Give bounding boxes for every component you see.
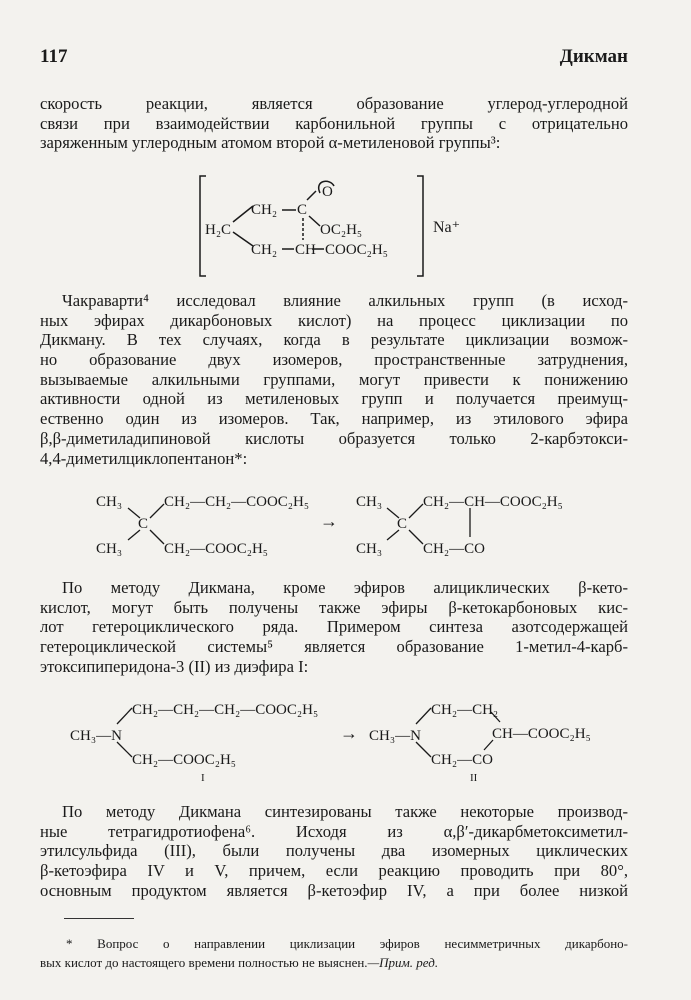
bond-line: [387, 508, 399, 518]
left-bracket: [200, 176, 206, 276]
page-header: [40, 46, 628, 76]
bond-line: [416, 708, 431, 724]
cooc2h5-label: COOC₂H₅: [325, 242, 388, 258]
paragraph-3: [40, 578, 628, 676]
ch3-label: CH₃: [96, 541, 123, 557]
carbonyl-oxygen: O: [322, 184, 333, 200]
ch3n-label: CH₃—N: [369, 728, 421, 744]
bond-line: [387, 530, 399, 540]
quaternary-carbon: C: [397, 516, 408, 532]
page-number: 117: [40, 46, 68, 67]
text-line: этоксипиперидона-3 (II) из диэфира I:: [40, 656, 309, 676]
chain-label: CH₂—CH₂: [431, 702, 499, 718]
running-title: Дикман: [559, 46, 628, 67]
paragraph-4: [40, 802, 628, 900]
electron-arrow: [319, 181, 334, 193]
ch3-label: CH₃: [96, 494, 123, 510]
reaction-arrow: →: [320, 511, 338, 531]
chain-label: CH₂—CO: [431, 752, 493, 768]
text-line: связи при взаимодействии карбонильной группы с отрицательно: [40, 113, 628, 133]
text-line: β-кетоэфира IV и V, причем, если реакцию проводить при 80°,: [40, 861, 628, 881]
text-line: Чакраварти⁴ исследовал влияние алкильных групп (в исход-: [62, 291, 628, 310]
text-line: лот гетероциклического ряда. Примером синтеза азотсодержащей: [40, 617, 628, 637]
bond-line: [117, 708, 132, 724]
bond-line: [309, 216, 320, 226]
bond-line: [150, 504, 164, 518]
ch2-label: CH₂: [251, 242, 278, 258]
ch3n-label: CH₃—N: [70, 728, 122, 744]
bond-line: [128, 530, 140, 540]
paragraph-2: [40, 291, 628, 468]
chain-label: CH₂—COOC₂H₅: [164, 541, 269, 557]
footnote-text: вых кислот до настоящего времени полностью не выяснен.: [40, 955, 368, 970]
right-bracket: [417, 176, 423, 276]
text-line: вызываемые алкильными группами, могут привести к понижению: [40, 369, 628, 389]
bond-line: [307, 191, 316, 200]
footnote-divider: [64, 918, 134, 919]
compound-label-i: I: [201, 772, 205, 784]
text-line: β,β-диметиладипиновой кислоты образуется только 2-карбэтокси-: [40, 428, 628, 448]
bond-line: [491, 712, 500, 722]
text-line: кислот, могут быть получены также эфиры β-кетокарбоновых кис-: [40, 597, 628, 617]
text-line: ные тетрагидротиофена⁶. Исходя из α,β′-дикарбметоксиметил-: [40, 821, 628, 841]
text-line: Дикману. В тех случаях, когда в результате циклизации возмож-: [40, 330, 628, 350]
chain-label: CH₂—CO: [423, 541, 485, 557]
text-line: По методу Дикмана, кроме эфиров алициклических β-кето-: [62, 578, 628, 597]
sodium-ion: Na⁺: [433, 219, 461, 236]
footnote-line: [40, 953, 628, 972]
quaternary-carbon: C: [138, 516, 149, 532]
footnote: [40, 934, 628, 972]
text-line: активности одной из метиленовых групп и получается преимущ-: [40, 389, 628, 409]
ch2-label: CH₂: [251, 202, 278, 218]
bond-line: [409, 504, 423, 518]
chain-label: CH₂—CH₂—COOC₂H₅: [164, 494, 310, 510]
bond-line: [128, 508, 140, 518]
bond-line: [416, 742, 431, 757]
text-line: ных эфирах дикарбоновых кислот) на процесс циклизации по: [40, 310, 628, 330]
text-line: ественно один из изомеров. Так, например, из этилового эфира: [40, 409, 628, 429]
h2c-label: H₂C: [205, 222, 232, 238]
bond-line: [233, 232, 253, 246]
ch3-label: CH₃: [356, 541, 383, 557]
chain-label: CH₂—CH—COOC₂H₅: [423, 494, 563, 510]
bond-line: [150, 530, 164, 544]
chain-label: CH₂—CH₂—CH₂—COOC₂H₅: [132, 702, 319, 718]
ch3-label: CH₃: [356, 494, 383, 510]
footnote-line: * Вопрос о направлении циклизации эфиров несимметричных дикарбоно-: [66, 936, 628, 951]
carbonyl-carbon: C: [297, 202, 308, 218]
editor-note: —Прим. ред.: [367, 955, 439, 970]
text-line: но образование двух изомеров, пространственные затруднения,: [40, 350, 628, 370]
text-line: скорость реакции, является образование углерод-углеродной: [40, 94, 628, 113]
reaction-arrow: →: [340, 723, 358, 743]
oc2h5-label: OC₂H₅: [320, 222, 363, 238]
text-line: основным продуктом является β-кетоэфир IV, а при более низкой: [40, 880, 628, 900]
text-line: 4,4-диметилциклопентанон*:: [40, 448, 248, 468]
paragraph-1: [40, 94, 628, 153]
bond-line: [117, 742, 132, 757]
text-line: этилсульфида (III), были получены два изомерных циклических: [40, 841, 628, 861]
ch-label: CH: [295, 242, 316, 258]
compound-label-ii: II: [470, 772, 478, 784]
bond-line: [233, 206, 253, 222]
bond-line: [409, 530, 423, 544]
ch-ester-label: CH—COOC₂H₅: [492, 726, 591, 742]
text-line: гетероциклической системы⁵ является образование 1-метил-4-карб-: [40, 637, 628, 657]
chain-label: CH₂—COOC₂H₅: [132, 752, 237, 768]
text-line: заряженным углеродным атомом второй α-метиленовой группы³:: [40, 133, 501, 153]
text-line: По методу Дикмана синтезированы также некоторые производ-: [62, 802, 628, 821]
bond-line: [484, 740, 493, 750]
